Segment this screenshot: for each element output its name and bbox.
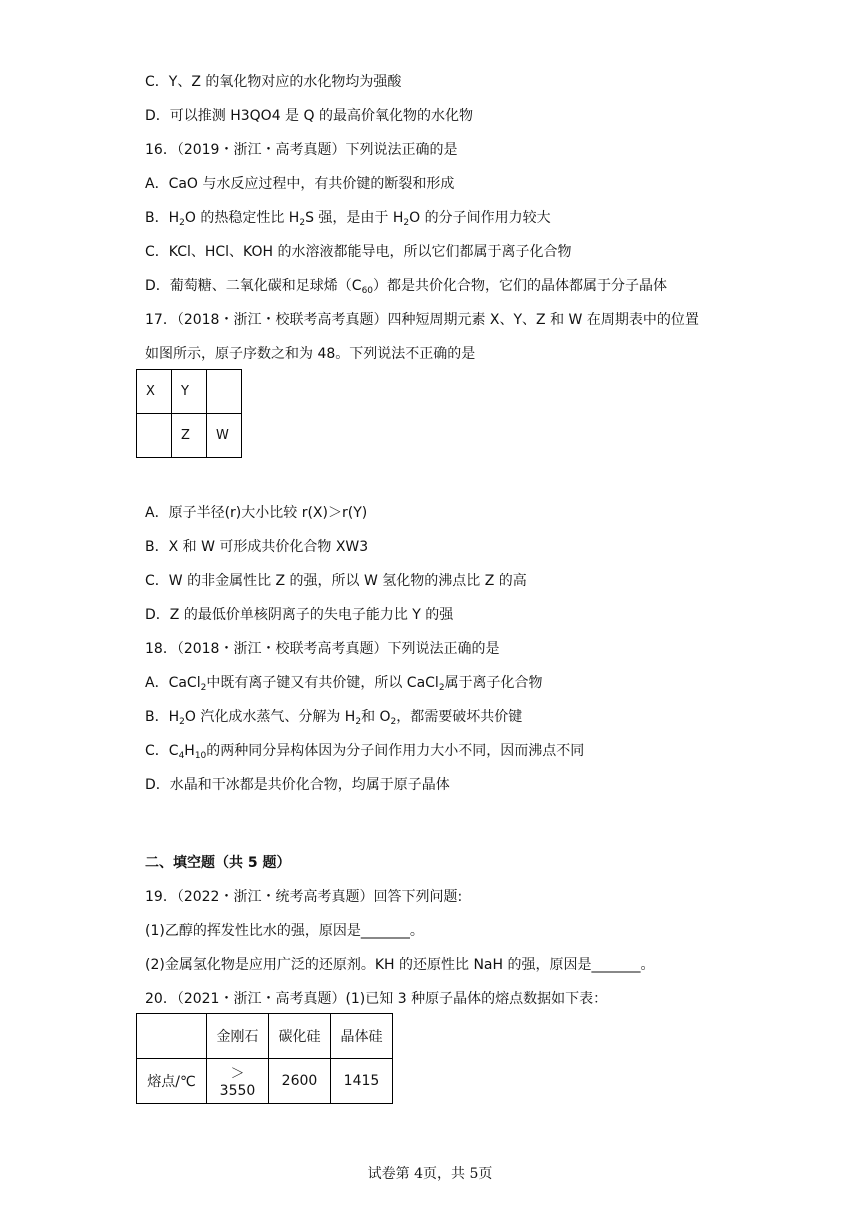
table-row	[137, 414, 242, 458]
table-header-row	[137, 1014, 393, 1059]
q17-option-b: B．X 和 W 可形成共价化合物 XW3	[145, 539, 369, 555]
q17-option-a: A．原子半径(r)大小比较 r(X)＞r(Y)	[145, 505, 368, 521]
q17-stem-line1: 17．（2018・浙江・校联考高考真题）四种短周期元素 X、Y、Z 和 W 在周期表中的位置	[145, 312, 699, 328]
q18-option-c: C．$C_4H_{10}$的两种同分异构体因为分子间作用力大小不同，因而沸点不同	[145, 743, 585, 761]
q17-option-d: D．Z 的最低价单核阴离子的失电子能力比 Y 的强	[145, 607, 454, 623]
table-cell: X	[137, 370, 172, 414]
q19-part-1: (1)乙醇的挥发性比水的强，原因是_______。	[145, 923, 424, 939]
q16-option-b: B．$H_2O$ 的热稳定性比 $H_2S$ 强，是由于 $H_2O$ 的分子间作用力较大	[145, 210, 551, 228]
table-row	[137, 1059, 393, 1104]
table-header-cell	[137, 1014, 207, 1059]
q20-stem: 20．（2021・浙江・高考真题）(1)已知 3 种原子晶体的熔点数据如下表：	[145, 991, 608, 1007]
table-header-cell: 碳化硅	[269, 1014, 331, 1059]
table-header-cell: 晶体硅	[331, 1014, 393, 1059]
table-cell	[137, 414, 172, 458]
q18-option-b: B．$H_2O$ 汽化成水蒸气、分解为 $H_2$和 $O_2$，都需要破坏共价键	[145, 709, 523, 727]
q19-part-2: (2)金属氢化物是应用广泛的还原剂。KH 的还原性比 NaH 的强，原因是_______。	[145, 957, 655, 973]
table-cell: 2600	[269, 1059, 331, 1104]
section-heading: 二、填空题（共 5 题）	[145, 855, 291, 871]
q15-option-c: C．Y、Z 的氧化物对应的水化物均为强酸	[145, 74, 402, 90]
table-cell: Y	[172, 370, 207, 414]
q17-option-c: C．W 的非金属性比 Z 的强，所以 W 氢化物的沸点比 Z 的高	[145, 573, 527, 589]
table-cell: 1415	[331, 1059, 393, 1104]
table-cell: 熔点/℃	[137, 1059, 207, 1104]
q18-option-d: D．水晶和干冰都是共价化合物，均属于原子晶体	[145, 777, 450, 793]
q15-option-d: D．可以推测 H3QO4 是 Q 的最高价氧化物的水化物	[145, 108, 473, 124]
table-cell: ＞3550	[207, 1059, 269, 1104]
q16-option-c: C．KCl、HCl、KOH 的水溶液都能导电，所以它们都属于离子化合物	[145, 244, 572, 260]
q18-stem: 18．（2018・浙江・校联考高考真题）下列说法正确的是	[145, 641, 500, 657]
melting-point-table	[136, 1013, 393, 1104]
page-footer: 试卷第 4页，共 5页	[367, 1166, 493, 1182]
q16-option-a: A．CaO 与水反应过程中，有共价键的断裂和形成	[145, 176, 455, 192]
q18-option-a: A．CaCl$_2$中既有离子键又有共价键，所以 CaCl$_2$属于离子化合物	[145, 675, 543, 693]
table-cell	[207, 370, 242, 414]
periodic-position-table	[136, 369, 242, 458]
q16-option-d: D．葡萄糖、二氧化碳和足球烯$(C_{60})$都是共价化合物，它们的晶体都属于分子晶体	[145, 278, 668, 296]
q16-stem: 16．（2019・浙江・高考真题）下列说法正确的是	[145, 142, 458, 158]
q19-stem: 19．（2022・浙江・统考高考真题）回答下列问题:	[145, 889, 463, 905]
table-cell: Z	[172, 414, 207, 458]
table-header-cell: 金刚石	[207, 1014, 269, 1059]
table-cell: W	[207, 414, 242, 458]
q17-stem-line2: 如图所示，原子序数之和为 48。下列说法不正确的是	[145, 346, 476, 362]
table-row	[137, 370, 242, 414]
